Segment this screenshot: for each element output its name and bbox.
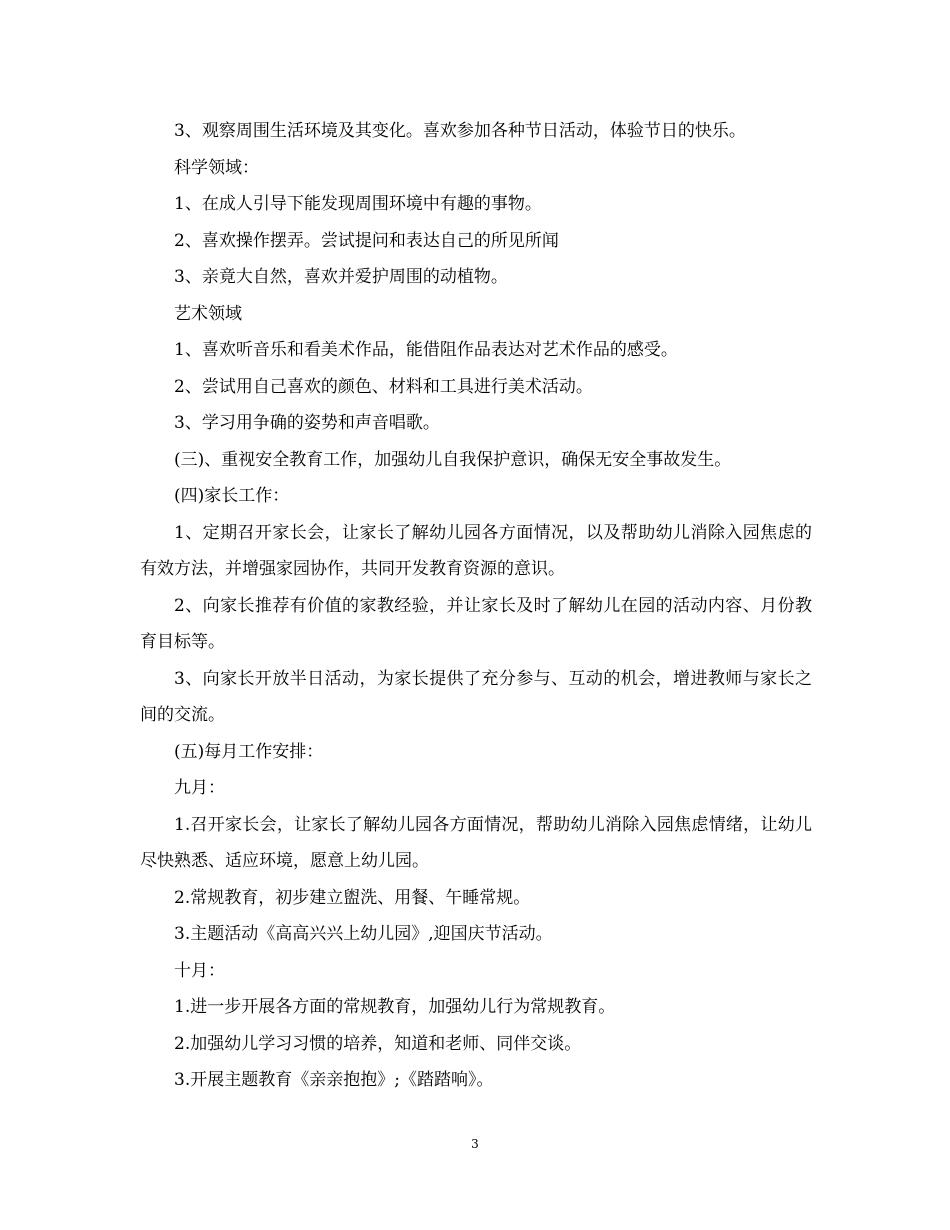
section-heading: (四)家长工作： [174, 486, 290, 506]
section-heading: 科学领域： [174, 157, 259, 178]
page-number: 3 [471, 1137, 479, 1151]
paragraph: 2、尝试用自己喜欢的颜色、材料和工具进行美术活动。 [174, 376, 593, 397]
body-text [140, 113, 812, 1099]
paragraph: 3、观察周围生活环境及其变化。喜欢参加各种节日活动，体验节日的快乐。 [174, 121, 746, 141]
paragraph: 3、向家长开放半日活动，为家长提供了充分参与、互动的机会，增进教师与家长之间的交流。 [140, 668, 812, 725]
paragraph: 1.召开家长会，让家长了解幼儿园各方面情况，帮助幼儿消除入园焦虑情绪，让幼儿尽快熟悉、适应环境，愿意上幼儿园。 [140, 814, 812, 871]
month-heading: 九月： [174, 778, 225, 798]
paragraph: 3.开展主题教育《亲亲抱抱》;《踏踏响》。 [174, 1070, 494, 1090]
section-heading: 艺术领域 [174, 303, 242, 324]
section-heading: (三)、重视安全教育工作，加强幼儿自我保护意识，确保无安全事故发生。 [174, 449, 732, 470]
paragraph: 2、向家长推荐有价值的家教经验，并让家长及时了解幼儿在园的活动内容、月份教育目标等。 [140, 595, 812, 652]
paragraph: 1.进一步开展各方面的常规教育，加强幼儿行为常规教育。 [174, 997, 616, 1017]
paragraph: 1、在成人引导下能发现周围环境中有趣的事物。 [174, 194, 542, 214]
paragraph: 1、定期召开家长会，让家长了解幼儿园各方面情况，以及帮助幼儿消除入园焦虑的有效方法，并增强家园协作，共同开发教育资源的意识。 [140, 522, 812, 579]
paragraph: 1、喜欢听音乐和看美术作品，能借阻作品表达对艺术作品的感受。 [174, 340, 678, 360]
paragraph: 2、喜欢操作摆弄。尝试提问和表达自己的所见所闻 [174, 230, 559, 251]
paragraph: 3.主题活动《高高兴兴上幼儿园》,迎国庆节活动。 [174, 924, 553, 944]
section-heading: (五)每月工作安排： [174, 741, 324, 762]
paragraph: 2.加强幼儿学习习惯的培养，知道和老师、同伴交谈。 [174, 1033, 582, 1054]
paragraph: 2.常规教育，初步建立盥洗、用餐、午睡常规。 [174, 887, 531, 908]
paragraph: 3、亲竟大自然，喜欢并爱护周围的动植物。 [174, 267, 508, 287]
month-heading: 十月： [174, 960, 225, 981]
paragraph: 3、学习用争确的姿势和声音唱歌。 [174, 413, 440, 433]
